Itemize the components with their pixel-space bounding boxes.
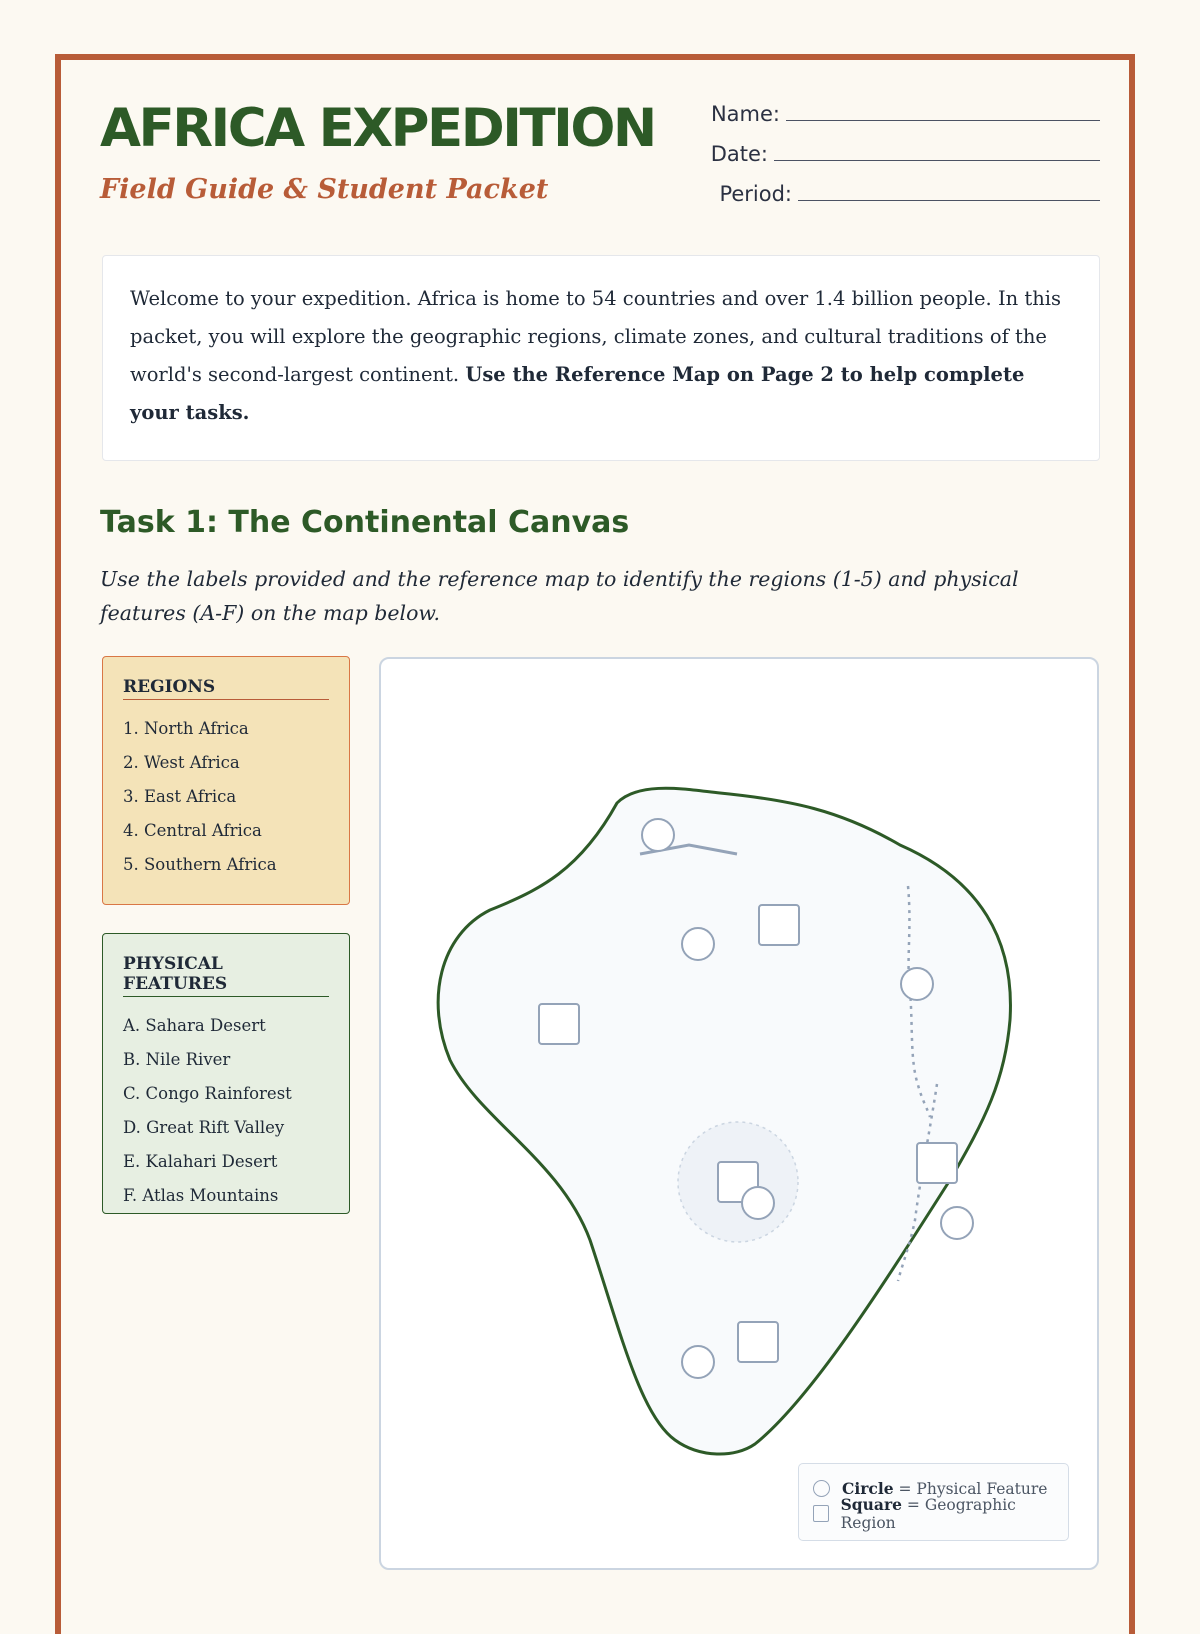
- feature-marker-circle[interactable]: [682, 1346, 714, 1378]
- legend-circle-label: Circle: [842, 1479, 894, 1498]
- circle-icon: [813, 1480, 830, 1497]
- feature-item: B. Nile River: [123, 1050, 231, 1069]
- intro-text: Welcome to your expedition. Africa is home to 54 countries and over 1.4 billion people. In this packet, you will explore the geographic regions, climate zones, and cultural traditions of the world's second-largest continent.: [130, 287, 1062, 386]
- feature-marker-circle[interactable]: [941, 1207, 973, 1239]
- region-marker-square[interactable]: [759, 905, 799, 945]
- intro-bold-text: Use the Reference Map on Page 2 to help complete your tasks.: [130, 363, 1025, 424]
- feature-marker-circle[interactable]: [682, 928, 714, 960]
- legend-square-row: [813, 1495, 1054, 1532]
- feature-item: A. Sahara Desert: [123, 1016, 266, 1035]
- square-icon: [813, 1505, 829, 1522]
- legend-square-label: Square: [840, 1495, 902, 1514]
- feature-marker-circle[interactable]: [642, 819, 674, 851]
- legend-square-desc: = Geographic Region: [840, 1496, 1016, 1532]
- task-heading: Task 1: The Continental Canvas: [100, 505, 630, 540]
- continent-outline: [438, 788, 1010, 1454]
- page-title: AFRICA EXPEDITION: [100, 98, 655, 159]
- region-marker-square[interactable]: [539, 1004, 579, 1044]
- region-item: 1. North Africa: [123, 719, 249, 738]
- region-marker-square[interactable]: [917, 1143, 957, 1183]
- task-instructions: Use the labels provided and the reference map to identify the regions (1-5) and physical features (A-F) on the map below.: [100, 567, 1019, 625]
- physical-features-title: PHYSICAL FEATURES: [123, 954, 329, 997]
- date-label: Date:: [710, 142, 768, 166]
- feature-item: D. Great Rift Valley: [123, 1118, 285, 1137]
- feature-item: C. Congo Rainforest: [123, 1084, 292, 1103]
- name-label: Name:: [710, 102, 780, 126]
- period-label: Period:: [719, 182, 792, 206]
- region-marker-square[interactable]: [738, 1322, 778, 1362]
- feature-marker-circle[interactable]: [901, 968, 933, 1000]
- region-item: 5. Southern Africa: [123, 855, 277, 874]
- region-item: 2. West Africa: [123, 753, 240, 772]
- page-subtitle: Field Guide & Student Packet: [100, 174, 549, 205]
- map-legend: [798, 1463, 1069, 1541]
- legend-circle-desc: = Physical Feature: [893, 1480, 1048, 1498]
- feature-item: F. Atlas Mountains: [123, 1186, 279, 1205]
- region-item: 4. Central Africa: [123, 821, 262, 840]
- region-item: 3. East Africa: [123, 787, 237, 806]
- regions-title: REGIONS: [123, 677, 329, 700]
- feature-marker-circle[interactable]: [742, 1187, 774, 1219]
- feature-item: E. Kalahari Desert: [123, 1152, 278, 1171]
